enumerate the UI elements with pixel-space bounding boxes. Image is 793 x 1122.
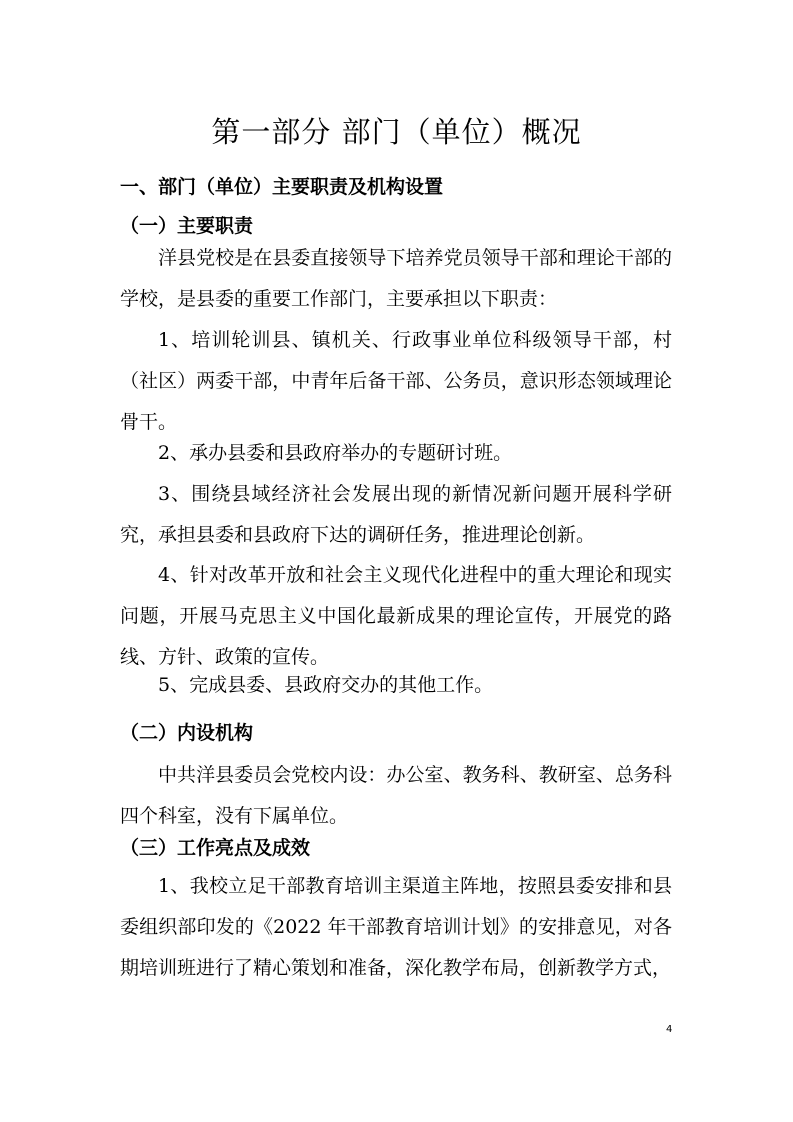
paragraph-duty-2: 2、承办县委和县政府举办的专题研讨班。: [158, 442, 513, 464]
section-heading-responsibilities-and-structure: 一、部门（单位）主要职责及机构设置: [120, 176, 444, 198]
paragraph-internal-structure: 中共洋县委员会党校内设：办公室、教务科、教研室、总务科四个科室，没有下属单位。: [120, 764, 672, 827]
page-title: 第一部分 部门（单位）概况: [211, 115, 582, 149]
paragraph-duty-3: 3、围绕县域经济社会发展出现的新情况新问题开展科学研究，承担县委和县政府下达的调研任务，推进理论创新。: [120, 483, 672, 546]
paragraph-duty-1: 1、培训轮训县、镇机关、行政事业单位科级领导干部，村（社区）两委干部，中青年后备干部、公务员，意识形态领域理论骨干。: [120, 329, 672, 433]
paragraph-duty-4: 4、针对改革开放和社会主义现代化进程中的重大理论和现实问题，开展马克思主义中国化最新成果的理论宣传，开展党的路线、方针、政策的宣传。: [120, 564, 672, 668]
page-number: 4: [666, 1024, 673, 1035]
subheading-highlights: （三）工作亮点及成效: [120, 837, 311, 859]
paragraph-duty-5: 5、完成县委、县政府交办的其他工作。: [158, 674, 494, 696]
subheading-internal-structure: （二）内设机构: [120, 722, 254, 744]
subheading-main-duties: （一）主要职责: [120, 215, 254, 237]
paragraph-highlight-1: 1、我校立足干部教育培训主渠道主阵地，按照县委安排和县委组织部印发的《2022 年干部教育培训计划》的安排意见，对各期培训班进行了精心策划和准备，深化教学布局，创新教学方式，: [120, 875, 672, 979]
paragraph-intro: 洋县党校是在县委直接领导下培养党员领导干部和理论干部的学校，是县委的重要工作部门，主要承担以下职责：: [120, 247, 672, 310]
